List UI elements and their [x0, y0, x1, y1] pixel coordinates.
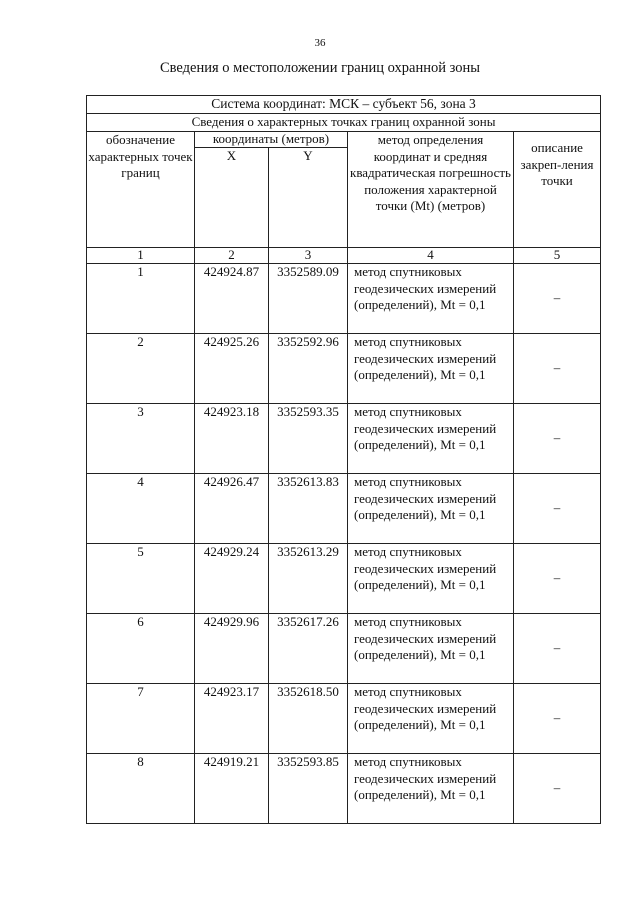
- header-y: Y: [269, 148, 348, 248]
- document-title: Сведения о местоположении границ охранной зоны: [159, 60, 480, 76]
- boundary-points-table: [86, 95, 601, 824]
- coordinate-system-cell: Система координат: МСК – субъект 56, зона 3: [87, 96, 601, 114]
- method-cell: метод спутниковых геодезических измерений (определений), Mt = 0,1: [348, 404, 514, 474]
- method-cell: метод спутниковых геодезических измерений (определений), Mt = 0,1: [348, 544, 514, 614]
- point-cell: 8: [87, 754, 195, 824]
- description-cell: –: [514, 474, 601, 544]
- table-row: [87, 544, 601, 614]
- description-cell: –: [514, 404, 601, 474]
- method-cell: метод спутниковых геодезических измерений (определений), Mt = 0,1: [348, 334, 514, 404]
- description-cell: –: [514, 264, 601, 334]
- section-title-cell: Сведения о характерных точках границ охранной зоны: [87, 114, 601, 132]
- column-number: 3: [269, 248, 348, 264]
- method-cell: метод спутниковых геодезических измерений (определений), Mt = 0,1: [348, 754, 514, 824]
- column-number: 2: [195, 248, 269, 264]
- table-row: [87, 684, 601, 754]
- point-cell: 2: [87, 334, 195, 404]
- header-method: метод определения координат и средняя квадратическая погрешность положения характерной точки (Mt) (метров): [348, 132, 514, 248]
- point-cell: 7: [87, 684, 195, 754]
- table-row: [87, 614, 601, 684]
- x-cell: 424919.21: [195, 754, 269, 824]
- method-cell: метод спутниковых геодезических измерений (определений), Mt = 0,1: [348, 264, 514, 334]
- table-row: [87, 404, 601, 474]
- point-cell: 3: [87, 404, 195, 474]
- column-numbers-row: [87, 248, 601, 264]
- header-row-top: [87, 132, 601, 148]
- x-cell: 424925.26: [195, 334, 269, 404]
- x-cell: 424929.24: [195, 544, 269, 614]
- header-point: обозначение характерных точек границ: [87, 132, 195, 248]
- description-cell: –: [514, 684, 601, 754]
- table-row: [87, 474, 601, 544]
- y-cell: 3352613.29: [269, 544, 348, 614]
- description-cell: –: [514, 334, 601, 404]
- method-cell: метод спутниковых геодезических измерений (определений), Mt = 0,1: [348, 614, 514, 684]
- table-row: [87, 334, 601, 404]
- method-cell: метод спутниковых геодезических измерений (определений), Mt = 0,1: [348, 474, 514, 544]
- x-cell: 424929.96: [195, 614, 269, 684]
- y-cell: 3352613.83: [269, 474, 348, 544]
- table-row: [87, 754, 601, 824]
- x-cell: 424923.18: [195, 404, 269, 474]
- point-cell: 5: [87, 544, 195, 614]
- y-cell: 3352593.35: [269, 404, 348, 474]
- column-number: 4: [348, 248, 514, 264]
- header-description: описание закреп-ления точки: [514, 132, 601, 248]
- description-cell: –: [514, 614, 601, 684]
- section-title-row: [87, 114, 601, 132]
- x-cell: 424926.47: [195, 474, 269, 544]
- point-cell: 1: [87, 264, 195, 334]
- column-number: 1: [87, 248, 195, 264]
- description-cell: –: [514, 544, 601, 614]
- x-cell: 424923.17: [195, 684, 269, 754]
- table-row: [87, 264, 601, 334]
- header-x: X: [195, 148, 269, 248]
- method-cell: метод спутниковых геодезических измерений (определений), Mt = 0,1: [348, 684, 514, 754]
- description-cell: –: [514, 754, 601, 824]
- y-cell: 3352593.85: [269, 754, 348, 824]
- point-cell: 4: [87, 474, 195, 544]
- point-cell: 6: [87, 614, 195, 684]
- y-cell: 3352592.96: [269, 334, 348, 404]
- page-number: 36: [314, 37, 326, 49]
- y-cell: 3352617.26: [269, 614, 348, 684]
- column-number: 5: [514, 248, 601, 264]
- x-cell: 424924.87: [195, 264, 269, 334]
- coordinate-system-row: [87, 96, 601, 114]
- y-cell: 3352618.50: [269, 684, 348, 754]
- header-coords: координаты (метров): [195, 132, 348, 148]
- y-cell: 3352589.09: [269, 264, 348, 334]
